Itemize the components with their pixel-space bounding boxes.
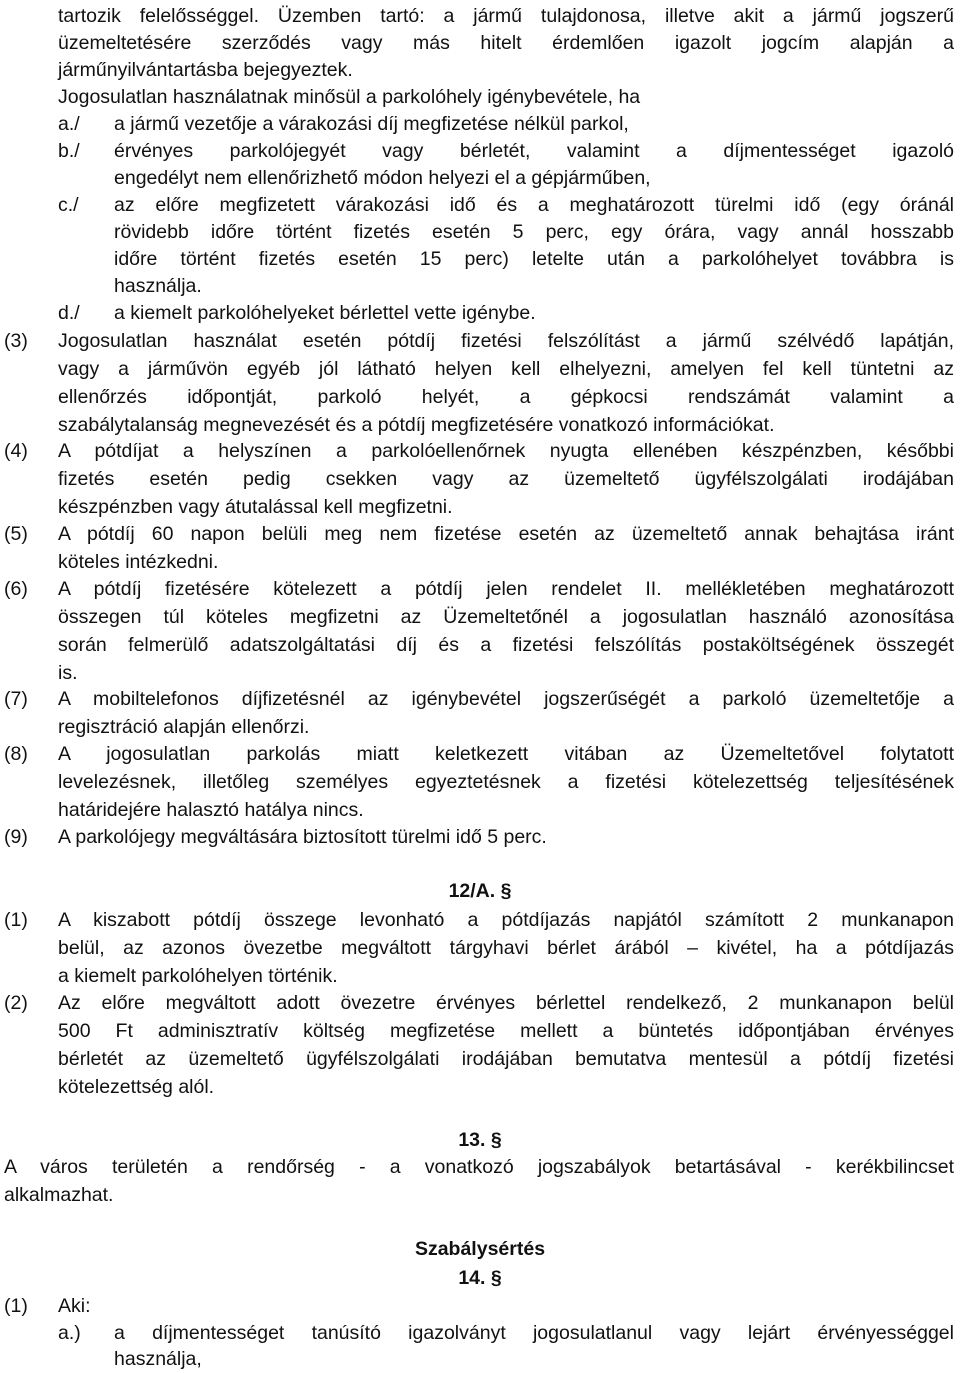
paragraph-line: összegen túl köteles megfizetni az Üzemeltetőnél a jogosulatlan használó azonosítása [58, 606, 954, 628]
paragraph-line: A kiszabott pótdíj összege levonható a pótdíjazás napjától számított 2 munkanapon [58, 909, 954, 931]
paragraph-number: (5) [4, 523, 28, 545]
section-title: 12/A. § [448, 880, 512, 902]
paragraph-number: (4) [4, 440, 28, 462]
paragraph-line: is. [58, 662, 78, 684]
paragraph-line: bérletét az üzemeltető ügyfélszolgálati irodájában bemutatva mentesül a pótdíj fizetési [58, 1048, 954, 1070]
paragraph-number: (9) [4, 826, 28, 848]
paragraph-number: (1) [4, 909, 28, 931]
list-item-label: d./ [58, 302, 80, 324]
paragraph-line: fizetés esetén pedig csekken vagy az üzemeltető ügyfélszolgálati irodájában [58, 468, 954, 490]
paragraph-line: során felmerülő adatszolgáltatási díj és a fizetési felszólítás postaköltségének összegét [58, 634, 954, 656]
paragraph-line: járműnyilvántartásba bejegyeztek. [58, 59, 353, 81]
paragraph-number: (8) [4, 743, 28, 765]
list-item-label: b./ [58, 140, 80, 162]
list-item-text: a jármű vezetője a várakozási díj megfizetése nélkül parkol, [114, 113, 629, 135]
list-item-text: a kiemelt parkolóhelyeket bérlettel vette igénybe. [114, 302, 536, 324]
paragraph-line: határidejére halasztó hatálya nincs. [58, 799, 364, 821]
paragraph-line: köteles intézkedni. [58, 551, 219, 573]
paragraph-line: a kiemelt parkolóhelyen történik. [58, 965, 338, 987]
paragraph-line: belül, az azonos övezetbe megváltott tárgyhavi bérlet árából – kivétel, ha a pótdíjazás [58, 937, 954, 959]
section-heading: Szabálysértés [414, 1238, 546, 1260]
paragraph-line: ellenőrzés időpontját, parkoló helyét, a gépkocsi rendszámát valamint a [58, 386, 954, 408]
list-item-text: rövidebb időre történt fizetés esetén 5 perc, egy órára, vagy annál hosszabb [114, 221, 954, 243]
paragraph-line: vagy a járművön egyéb jól látható helyen kell elhelyezni, amelyen fel kell tüntetni az [58, 358, 954, 380]
paragraph-line: Aki: [58, 1295, 91, 1317]
paragraph-line: tartozik felelősséggel. Üzemben tartó: a jármű tulajdonosa, illetve akit a jármű jogszerű [58, 5, 954, 27]
paragraph-line: Jogosulatlan használat esetén pótdíj fizetési felszólítást a jármű szélvédő lapátján, [58, 330, 954, 352]
paragraph-line: kötelezettség alól. [58, 1076, 215, 1098]
section-title: 14. § [458, 1267, 502, 1289]
paragraph-number: (1) [4, 1295, 28, 1317]
paragraph-number: (3) [4, 330, 28, 352]
paragraph-line: A város területén a rendőrség - a vonatkozó jogszabályok betartásával - kerékbilincset [4, 1156, 954, 1178]
paragraph-line: üzemeltetésére szerződés vagy más hitelt érdemlően igazolt jogcím alapján a [58, 32, 954, 54]
paragraph-line: Az előre megváltott adott övezetre érvényes bérlettel rendelkező, 2 munkanapon belül [58, 992, 954, 1014]
paragraph-line: regisztráció alapján ellenőrzi. [58, 716, 310, 738]
list-item-text: használja, [114, 1348, 202, 1370]
list-item-label: a./ [58, 113, 80, 135]
paragraph-line: A parkolójegy megváltására biztosított türelmi idő 5 perc. [58, 826, 547, 848]
paragraph-line: szabálytalanság megnevezését és a pótdíj megfizetésére vonatkozó információkat. [58, 414, 775, 436]
list-item-text: engedélyt nem ellenőrizhető módon helyezi el a gépjárműben, [114, 167, 651, 189]
paragraph-line: Jogosulatlan használatnak minősül a parkolóhely igénybevétele, ha [58, 86, 641, 108]
paragraph-line: A pótdíj fizetésére kötelezett a pótdíj jelen rendelet II. mellékletében meghatározott [58, 578, 954, 600]
paragraph-line: 500 Ft adminisztratív költség megfizetése mellett a büntetés időpontjában érvényes [58, 1020, 954, 1042]
paragraph-line: A pótdíj 60 napon belüli meg nem fizetése esetén az üzemeltető annak behajtása iránt [58, 523, 954, 545]
paragraph-line: A mobiltelefonos díjfizetésnél az igénybevétel jogszerűségét a parkoló üzemeltetője a [58, 688, 954, 710]
paragraph-line: készpénzben vagy átutalással kell megfizetni. [58, 496, 453, 518]
list-item-text: az előre megfizetett várakozási idő és a meghatározott türelmi idő (egy óránál [114, 194, 954, 216]
paragraph-line: alkalmazhat. [4, 1184, 114, 1206]
list-item-label: a.) [58, 1322, 81, 1344]
list-item-text: használja. [114, 275, 202, 297]
section-title: 13. § [458, 1129, 502, 1151]
paragraph-line: A jogosulatlan parkolás miatt keletkezett vitában az Üzemeltetővel folytatott [58, 743, 954, 765]
list-item-text: érvényes parkolójegyét vagy bérletét, valamint a díjmentességet igazoló [114, 140, 954, 162]
list-item-text: időre történt fizetés esetén 15 perc) letelte után a parkolóhelyet továbbra is [114, 248, 954, 270]
paragraph-number: (6) [4, 578, 28, 600]
paragraph-number: (2) [4, 992, 28, 1014]
paragraph-number: (7) [4, 688, 28, 710]
paragraph-line: A pótdíjat a helyszínen a parkolóellenőrnek nyugta ellenében készpénzben, későbbi [58, 440, 954, 462]
list-item-label: c./ [58, 194, 79, 216]
paragraph-line: levelezésnek, illetőleg személyes egyeztetésnek a fizetési kötelezettség teljesítésének [58, 771, 954, 793]
list-item-text: a díjmentességet tanúsító igazolványt jogosulatlanul vagy lejárt érvényességgel [114, 1322, 954, 1344]
